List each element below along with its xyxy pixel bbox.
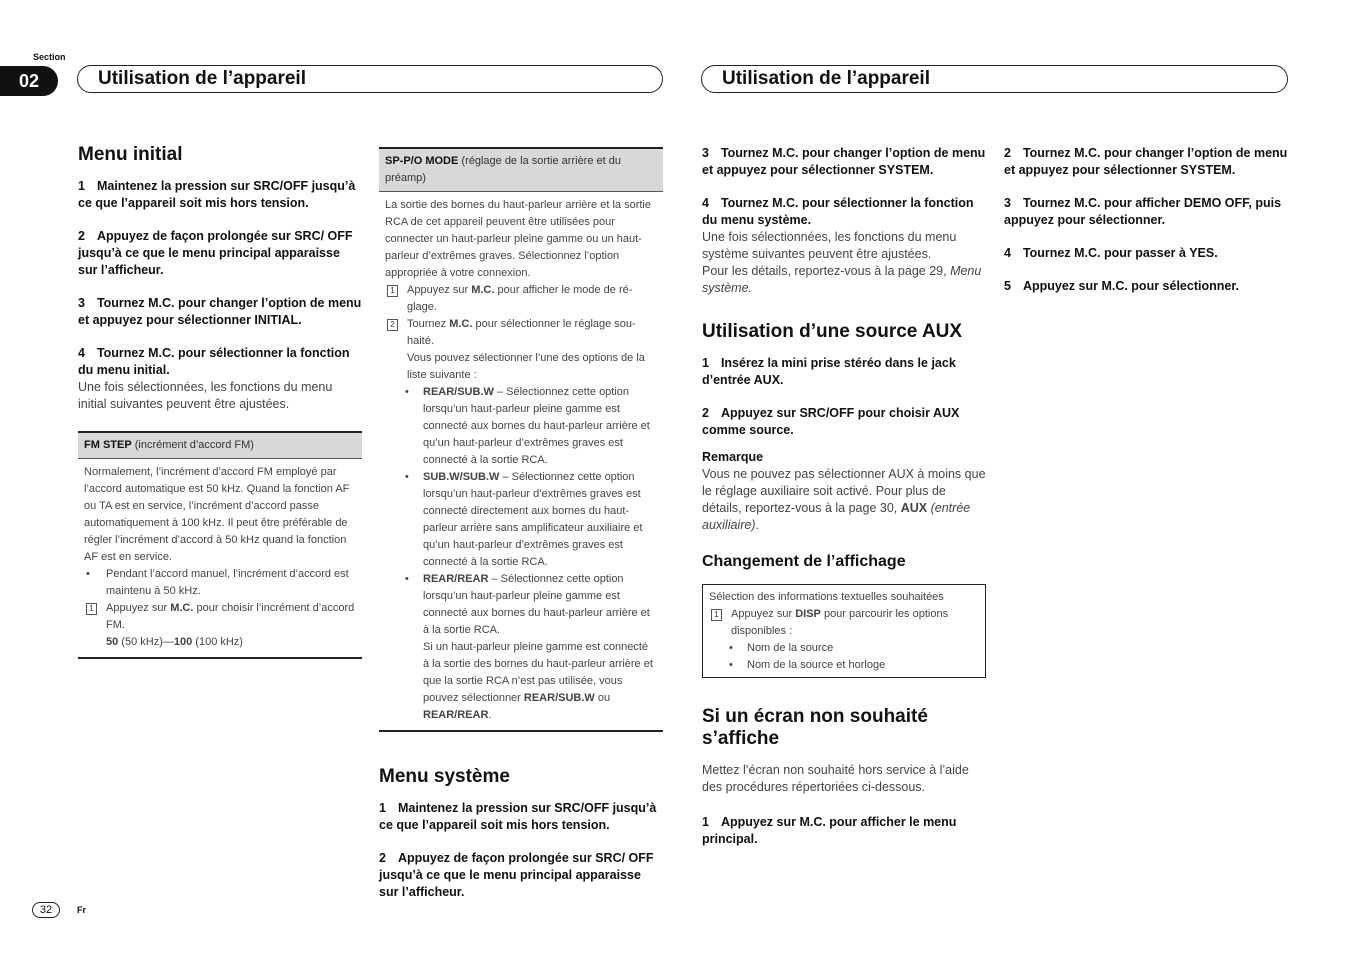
page-number: 32 (32, 902, 60, 918)
numbered-step: 2 Tournez M.C. pour sélectionner le réglage souhaité. Vous pouvez sélectionner l’une des options de la liste suivante : (385, 316, 657, 384)
section-label: Section (33, 52, 66, 62)
remark-text: Vous ne pouvez pas sélectionner AUX à moins que le réglage auxiliaire soit activé. Pour plus de détails, reportez-vous à la page 30, AUX (entrée auxiliaire). (702, 467, 986, 532)
column-1 (78, 144, 362, 677)
sp-po-mode-table (379, 147, 663, 732)
step: 2 Appuyez de façon prolongée sur SRC/ OFF jusqu’à ce que le menu principal apparaisse sur l’afficheur. (379, 851, 654, 899)
column-4 (1004, 145, 1288, 311)
section-title-menu-initial: Menu initial (78, 144, 183, 165)
fm-step-table (78, 431, 362, 659)
option-item: • REAR/REAR – Sélectionnez cette option lorsqu’un haut-parleur pleine gamme est connecté aux bornes du haut-parleur arrière et à la sortie RCA. Si un haut-parleur pleine gamme est connecté à la sortie des bornes du haut-parleur arrière et que la sortie RCA n’est pas utilisée, vous pouvez sélectionner REAR/SUB.W ou REAR/REAR. (405, 573, 653, 721)
step: 3 Tournez M.C. pour changer l’option de menu et appuyez pour sélectionner INITIAL. (78, 296, 362, 327)
step: 1 Maintenez la pression sur SRC/OFF jusqu’à ce que l’appareil soit mis hors tension. (379, 801, 657, 832)
column-3 (702, 145, 986, 864)
section-title-aux: Utilisation d’une source AUX (702, 321, 963, 342)
table-header: SP-P/O MODE (réglage de la sortie arrière et du préamp) (379, 147, 663, 192)
table-header: FM STEP (incrément d’accord FM) (78, 431, 362, 459)
step: 2 Appuyez sur SRC/OFF pour choisir AUX comme source. (702, 406, 960, 437)
table-paragraph: La sortie des bornes du haut-parleur arrière et la sortie RCA de cet appareil peuvent être utilisées pour connecter un haut-parleur pleine gamme ou un haut-parleur d’extrêmes graves. Sélectionnez l’option appropriée à votre connexion. (385, 199, 651, 279)
step: 3 Tournez M.C. pour changer l’option de menu et appuyez pour sélectionner SYSTEM. (702, 146, 986, 177)
step: 5 Appuyez sur M.C. pour sélectionner. (1004, 279, 1239, 293)
step: 1 Appuyez sur M.C. pour afficher le menu principal. (702, 815, 957, 846)
step: 3 Tournez M.C. pour afficher DEMO OFF, puis appuyez pour sélectionner. (1004, 196, 1282, 227)
table-body (379, 192, 663, 730)
option-item: • Nom de la source (729, 642, 834, 654)
subsection-title-display: Changement de l’affichage (702, 553, 906, 570)
bullet-item: • Pendant l’accord manuel, l’incrément d’accord est maintenu à 50 kHz. (86, 568, 349, 597)
table-paragraph: Normalement, l’incrément d’accord FM employé par l’accord automatique est 50 kHz. Quand la fonction AF ou TA est en service, l’incrément d’accord passe automatiquement à 100 kHz. Il peut être préférable de régler l’incrément d’accord à 50 kHz quand la fonction AF est en service. (84, 466, 350, 563)
option-item: • Nom de la source et horloge (729, 659, 886, 671)
step: 1 Maintenez la pression sur SRC/OFF jusqu’à ce que l’appareil soit mis hors tension. (78, 179, 356, 210)
step: 4 Tournez M.C. pour sélectionner la fonction du menu système. (702, 196, 974, 227)
step-number-box: 1 (711, 609, 722, 621)
step: 1 Insérez la mini prise stéréo dans le jack d’entrée AUX. (702, 356, 956, 387)
language-code: Fr (77, 905, 86, 915)
header-title: Utilisation de l’appareil (722, 68, 930, 89)
step: 2 Appuyez de façon prolongée sur SRC/ OFF jusqu’à ce que le menu principal apparaisse sur l’afficheur. (78, 229, 353, 277)
section-intro: Mettez l’écran non souhaité hors service à l’aide des procédures répertoriées ci-dessous. (702, 763, 969, 794)
display-info-box (702, 584, 986, 678)
page-header-right (701, 65, 1288, 93)
section-title-menu-systeme: Menu système (379, 766, 510, 787)
option-item: • REAR/SUB.W – Sélectionnez cette option lorsqu’un haut-parleur pleine gamme est connecté aux bornes du haut-parleur arrière et qu’un haut-parleur d’extrêmes graves est connecté à la sortie RCA. (405, 386, 650, 466)
step-description: Une fois sélectionnées, les fonctions du menu système suivantes peuvent être ajustées. (702, 230, 957, 261)
section-title-unwanted-screen: Si un écran non souhaité s’affiche (702, 706, 928, 749)
step-description: Une fois sélectionnées, les fonctions du menu initial suivantes peuvent être ajustées. (78, 380, 333, 411)
step: 4 Tournez M.C. pour sélectionner la fonction du menu initial. (78, 346, 350, 377)
page-reference: Pour les détails, reportez-vous à la page 29, Menu système. (702, 264, 982, 295)
numbered-step: 1 Appuyez sur M.C. pour afficher le mode de réglage. (385, 282, 657, 316)
header-title: Utilisation de l’appareil (98, 68, 306, 89)
remark-heading: Remarque (702, 450, 764, 464)
step: 4 Tournez M.C. pour passer à YES. (1004, 246, 1218, 260)
box-intro: Sélection des informations textuelles souhaitées (709, 591, 944, 603)
step-number-box: 1 (86, 603, 97, 615)
table-body (78, 459, 362, 657)
option-item: • SUB.W/SUB.W – Sélectionnez cette option lorsqu’un haut-parleur d’extrêmes graves est connecté directement aux bornes du haut-parleur arrière sans amplificateur auxiliaire et qu’un haut-parleur d’extrêmes graves est connecté à la sortie RCA. (405, 471, 643, 568)
numbered-step: 1 Appuyez sur DISP pour parcourir les options disponibles : (709, 606, 979, 640)
numbered-step: 1 Appuyez sur M.C. pour choisir l’incrément d’accord FM. 50 (50 kHz)—100 (100 kHz) (84, 600, 356, 651)
page-header-left (77, 65, 663, 93)
column-2 (379, 147, 663, 917)
step-number-box: 1 (387, 285, 398, 297)
step: 2 Tournez M.C. pour changer l’option de menu et appuyez pour sélectionner SYSTEM. (1004, 146, 1288, 177)
step-number-box: 2 (387, 319, 398, 331)
section-number-badge: 02 (0, 66, 58, 96)
